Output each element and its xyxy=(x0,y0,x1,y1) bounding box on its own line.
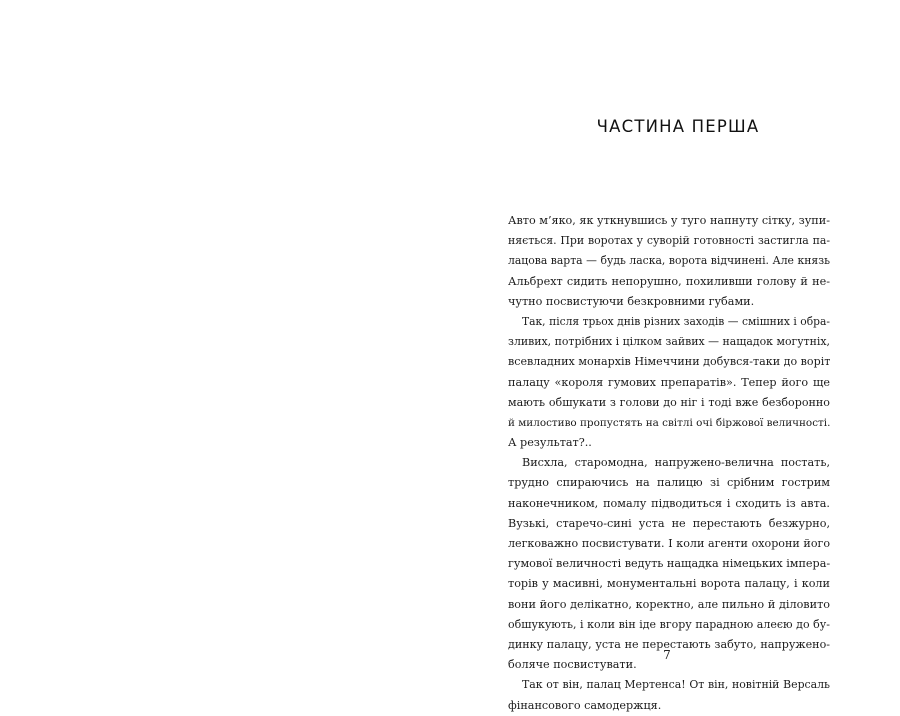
page-number: 7 xyxy=(663,648,671,662)
text-line: легковажно посвистувати. І коли агенти охорони його xyxy=(508,537,830,550)
text-line: й милостиво пропустять на світлі очі біржової величності. xyxy=(508,416,830,429)
text-line: Так от він, палац Мертенса! От він, новітній Версаль xyxy=(522,678,830,692)
text-line: наконечником, помалу підводиться і сходить із авта. xyxy=(508,496,830,510)
text-line: фінансового самодержця. xyxy=(508,698,662,712)
text-line: Альбрехт сидить непорушно, похиливши голову й не- xyxy=(508,274,830,288)
text-line: вони його делікатно, коректно, але пильно й діловито xyxy=(508,597,830,611)
text-line: торів у масивні, монументальні ворота палацу, і коли xyxy=(508,577,830,591)
text-line: мають обшукати з голови до ніг і тоді вже безборонно xyxy=(508,395,830,409)
text-line: гумової величності ведуть нащадка німецьких імпера- xyxy=(508,557,830,571)
text-line: чутно посвистуючи безкровними губами. xyxy=(508,294,755,308)
text-line: Авто м’яко, як уткнувшись у туго напнуту сітку, зупи- xyxy=(508,214,830,227)
text-line: трудно спираючись на палицю зі срібним гострим xyxy=(508,476,830,490)
right-page xyxy=(450,0,900,712)
chapter-title: ЧАСТИНА ПЕРША xyxy=(596,117,760,136)
text-line: всевладних монархів Німеччини добувся-таки до воріт xyxy=(508,355,830,369)
text-line: лацова варта — будь ласка, ворота відчинені. Але князь xyxy=(508,254,830,268)
left-page xyxy=(0,0,450,692)
text-line: А результат?.. xyxy=(508,436,592,450)
text-line: боляче посвистувати. xyxy=(508,658,637,672)
text-line: обшукують, і коли він іде вгору парадною алеєю до бу- xyxy=(508,617,830,631)
text-line: Вузькі, старечо-сині уста не перестають безжурно, xyxy=(508,516,830,530)
text-line: динку палацу, уста не перестають забуто, напружено- xyxy=(508,637,830,651)
body-text xyxy=(508,211,830,716)
text-line: Так, після трьох днів різних заходів — смішних і обра- xyxy=(522,314,830,328)
text-line: зливих, потрібних і цілком зайвих — нащадок могутніх, xyxy=(508,335,830,349)
text-line: палацу «короля гумових препаратів». Тепер його ще xyxy=(508,375,830,389)
text-line: Висхла, старомодна, напружено-велична постать, xyxy=(522,456,830,470)
text-line: няється. При воротах у суворій готовності застигла па- xyxy=(508,234,830,248)
